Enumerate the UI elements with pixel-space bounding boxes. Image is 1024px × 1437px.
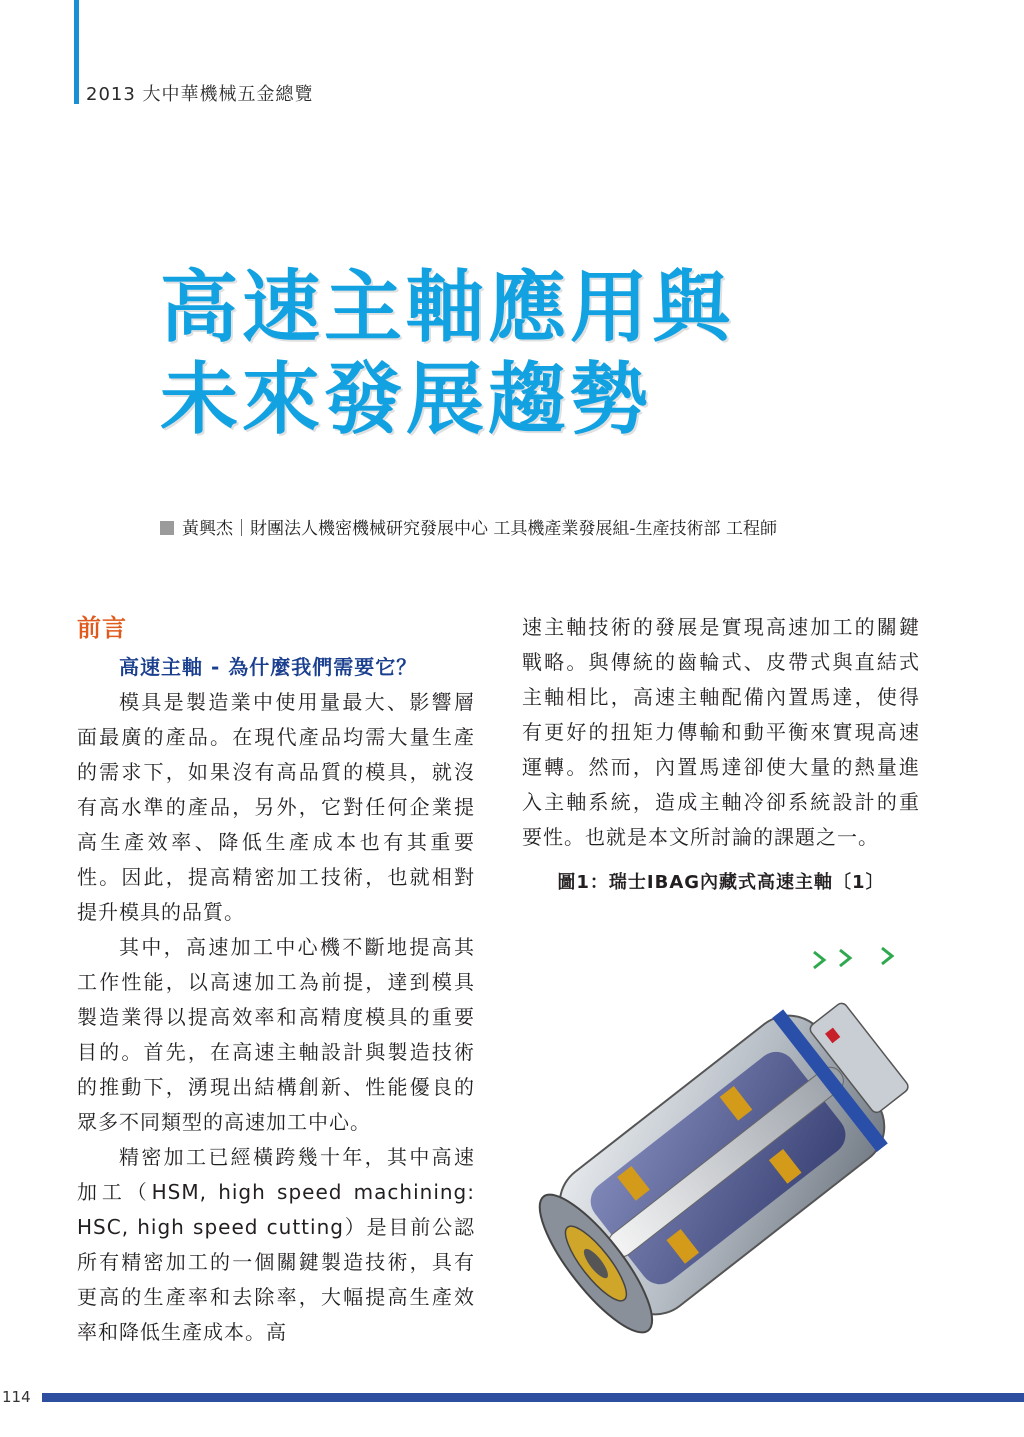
magazine-header: 2013 大中華機械五金總覽 — [86, 84, 314, 105]
author-byline — [160, 514, 777, 539]
title-line-2: 未來發展趨勢 — [160, 355, 653, 445]
page-number: 114 — [2, 1388, 31, 1406]
article-title — [160, 262, 734, 446]
subheading: 高速主軸 - 為什麼我們需要它？ — [119, 655, 418, 679]
footer-bar — [42, 1393, 1024, 1402]
left-column — [77, 610, 475, 1350]
right-column — [522, 610, 920, 900]
paragraph-continued: 速主軸技術的發展是實現高速加工的關鍵戰略。與傳統的齒輪式、皮帶式與直結式主軸相比，高速主軸配備內置馬達，使得有更好的扭矩力傳輸和動平衡來實現高速運轉。然而，內置馬達卻使大量的熱量進入主軸系統，造成主軸冷卻系統設計的重要性。也就是本文所討論的課題之一。 — [522, 615, 920, 849]
header-accent-line — [74, 0, 79, 104]
figure-caption: 圖1：瑞士IBAG內藏式高速主軸〔1〕 — [557, 872, 885, 893]
spindle-illustration — [522, 930, 922, 1400]
title-line-1: 高速主軸應用與 — [160, 263, 735, 353]
paragraph-2: 其中，高速加工中心機不斷地提高其工作性能，以高速加工為前提，達到模具製造業得以提高效率和高精度模具的重要目的。首先，在高速主軸設計與製造技術的推動下，湧現出結構創新、性能優良的眾多不同類型的高速加工中心。 — [77, 935, 475, 1134]
square-bullet-icon — [160, 521, 174, 535]
section-title: 前言 — [77, 614, 127, 642]
paragraph-3: 精密加工已經橫跨幾十年，其中高速加工（HSM, high speed machining: HSC, high speed cutting）是目前公認所有精密加工的一個關鍵製造技術，具有更高的生產率和去除率，大幅提高生產效率和降低生產成本。高 — [77, 1145, 475, 1344]
paragraph-1: 模具是製造業中使用量最大、影響層面最廣的產品。在現代產品均需大量生產的需求下，如果沒有高品質的模具，就沒有高水準的產品，另外，它對任何企業提高生產效率、降低生產成本也有其重要性。因此，提高精密加工技術，也就相對提升模具的品質。 — [77, 690, 475, 924]
byline-text: 黃興杰｜財團法人機密機械研究發展中心 工具機產業發展組-生產技術部 工程師 — [182, 519, 777, 539]
